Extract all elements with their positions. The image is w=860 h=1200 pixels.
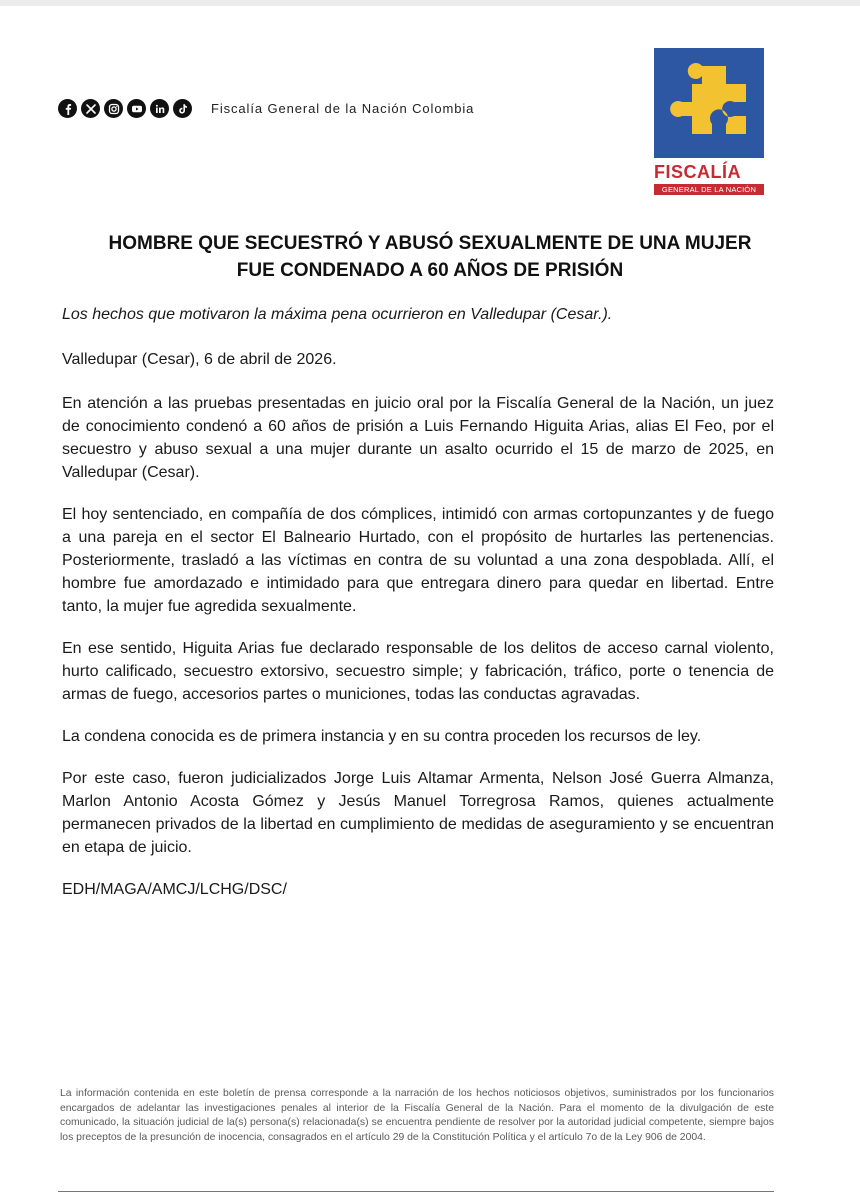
author-initials: EDH/MAGA/AMCJ/LCHG/DSC/ [62,881,287,898]
logo-subtitle: GENERAL DE LA NACIÓN [654,184,764,195]
linkedin-icon[interactable] [150,99,169,118]
lead-subtitle: Los hechos que motivaron la máxima pena ocurrieron en Valledupar (Cesar.). [62,306,613,323]
fiscalia-logo [654,48,766,198]
tiktok-icon[interactable] [173,99,192,118]
top-divider [0,0,860,6]
instagram-icon[interactable] [104,99,123,118]
youtube-icon[interactable] [127,99,146,118]
org-name: Fiscalía General de la Nación Colombia [211,101,475,116]
press-release-title [60,230,800,284]
puzzle-piece-icon [654,48,764,158]
bottom-divider [58,1191,774,1192]
logo-emblem [654,48,764,158]
body-paragraph: En ese sentido, Higuita Arias fue declarado responsable de los delitos de acceso carnal violento, hurto calificado, secuestro extorsivo, secuestro simple; y fabricación, tráfico, porte o tenencia de armas de fuego, accesorios partes o municiones, todas las conductas agravadas. [62,640,774,703]
logo-wordmark: FISCALÍA [654,162,741,182]
body-paragraph: Por este caso, fueron judicializados Jorge Luis Altamar Armenta, Nelson José Guerra Almanza, Marlon Antonio Acosta Gómez y Jesús Manuel Torregrosa Ramos, quienes actualmente permanecen privados de la libertad en cumplimiento de medidas de aseguramiento y se encuentran en etapa de juicio. [62,770,774,856]
facebook-icon[interactable] [58,99,77,118]
press-release-body [62,303,774,920]
x-icon[interactable] [81,99,100,118]
social-links [58,99,474,118]
dateline: Valledupar (Cesar), 6 de abril de 2026. [62,351,337,368]
title-line-1: HOMBRE QUE SECUESTRÓ Y ABUSÓ SEXUALMENTE DE UNA MUJER [108,233,752,254]
body-paragraph: La condena conocida es de primera instancia y en su contra proceden los recursos de ley. [62,728,702,745]
legal-disclaimer: La información contenida en este boletín de prensa corresponde a la narración de los hechos noticiosos objetivos, suministrados por los funcionarios encargados de adelantar las investigaciones penales al interior de la Fiscalía General de la Nación. Para el momento de la divulgación de este comunicado, la situación judicial de la(s) persona(s) relacionada(s) se encuentra pendiente de resolver por la autoridad judicial competente, siempre bajos los preceptos de la presunción de inocencia, consagrados en el artículo 29 de la Constitución Política y el artículo 7o de la Ley 906 de 2004. [60,1088,774,1143]
title-line-2: FUE CONDENADO A 60 AÑOS DE PRISIÓN [236,260,624,281]
body-paragraph: En atención a las pruebas presentadas en juicio oral por la Fiscalía General de la Nación, un juez de conocimiento condenó a 60 años de prisión a Luis Fernando Higuita Arias, alias El Feo, por el secuestro y abuso sexual a una mujer durante un asalto ocurrido el 15 de marzo de 2025, en Valledupar (Cesar). [62,395,774,481]
body-paragraph: El hoy sentenciado, en compañía de dos cómplices, intimidó con armas cortopunzantes y de fuego a una pareja en el sector El Balneario Hurtado, con el propósito de hurtarles las pertenencias. Posteriormente, trasladó a las víctimas en contra de su voluntad a una zona despoblada. Allí, el hombre fue amordazado e intimidado para que entregara dinero para quedar en libertad. Entre tanto, la mujer fue agredida sexualmente. [62,506,774,615]
